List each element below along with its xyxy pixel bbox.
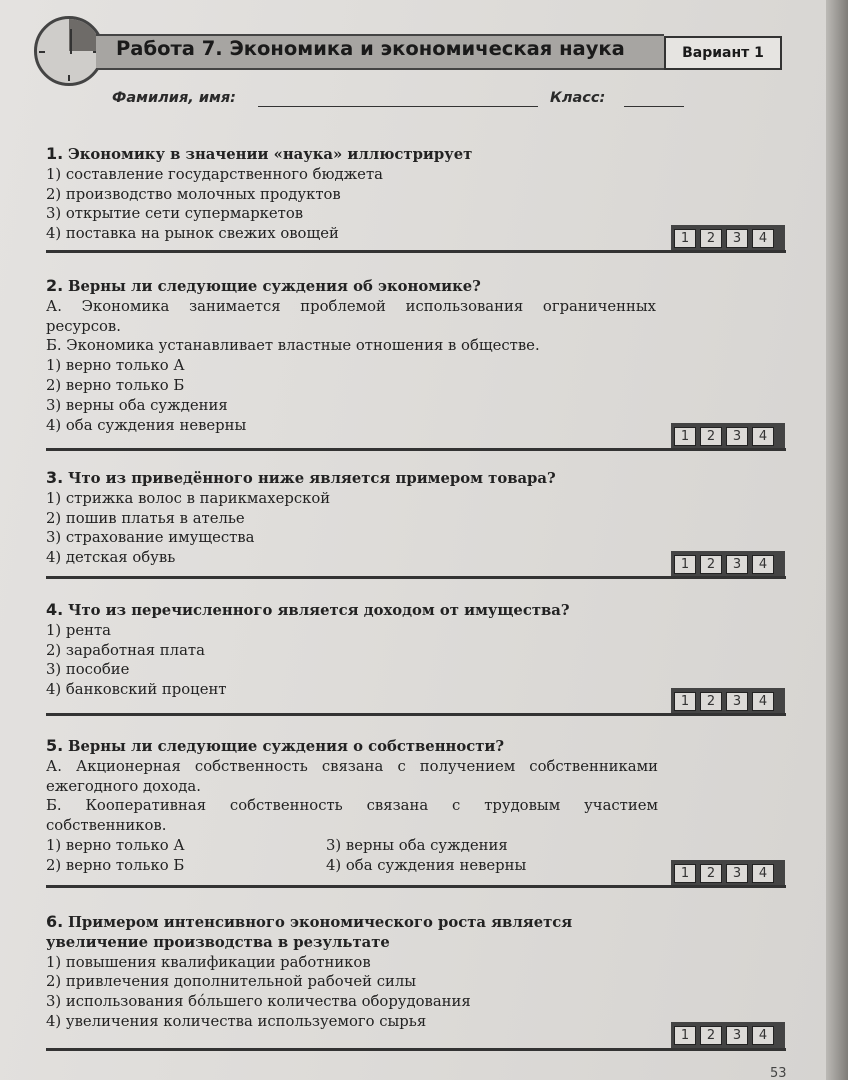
answer-box-2[interactable]: 2 <box>700 1026 722 1045</box>
page-title: Работа 7. Экономика и экономическая наука <box>116 37 625 60</box>
answer-boxes-1 <box>671 225 785 252</box>
answer-box-2[interactable]: 2 <box>700 555 722 574</box>
question-2 <box>46 276 786 435</box>
name-field[interactable] <box>258 106 538 107</box>
variant-badge: Вариант 1 <box>664 36 782 70</box>
question-stem: Примером интенсивного экономического роста является увеличение производства в результате <box>46 914 573 951</box>
answer-box-1[interactable]: 1 <box>674 1026 696 1045</box>
question-number: 3. <box>46 468 64 487</box>
divider <box>46 885 786 888</box>
option: 2) пошив платья в ателье <box>46 509 245 527</box>
option: 4) увеличения количества используемого сырья <box>46 1012 427 1030</box>
question-number: 5. <box>46 736 64 755</box>
answer-box-2[interactable]: 2 <box>700 427 722 446</box>
page-edge <box>826 0 848 1080</box>
page-number: 53 <box>770 1066 787 1080</box>
name-label: Фамилия, имя: <box>112 90 236 106</box>
answer-box-3[interactable]: 3 <box>726 692 748 711</box>
divider <box>46 1048 786 1051</box>
question-stem: Верны ли следующие суждения о собственности? <box>67 738 505 755</box>
judgment-b: Б. Кооперативная собственность связана с трудовым участием собственников. <box>46 797 658 835</box>
question-5 <box>46 736 786 876</box>
answer-boxes-3 <box>671 551 785 578</box>
option: 3) открытие сети супермаркетов <box>46 205 304 223</box>
answer-box-1[interactable]: 1 <box>674 692 696 711</box>
option: 1) верно только А <box>46 836 185 854</box>
answer-box-2[interactable]: 2 <box>700 692 722 711</box>
option: 2) производство молочных продуктов <box>46 185 341 203</box>
question-stem: Что из приведённого ниже является примером товара? <box>67 470 556 487</box>
answer-boxes-5 <box>671 860 785 887</box>
answer-box-1[interactable]: 1 <box>674 229 696 248</box>
answer-boxes-6 <box>671 1022 785 1049</box>
question-stem: Верны ли следующие суждения об экономике? <box>67 278 481 295</box>
option: 4) детская обувь <box>46 549 176 567</box>
answer-box-3[interactable]: 3 <box>726 864 748 883</box>
option: 1) верно только А <box>46 357 185 375</box>
answer-box-4[interactable]: 4 <box>752 864 774 883</box>
option: 2) привлечения дополнительной рабочей силы <box>46 973 417 991</box>
option: 3) использования бóльшего количества оборудования <box>46 993 471 1011</box>
answer-box-2[interactable]: 2 <box>700 864 722 883</box>
clock-icon <box>34 16 104 86</box>
divider <box>46 713 786 716</box>
answer-boxes-2 <box>671 423 785 450</box>
option: 3) верны оба суждения <box>46 396 228 414</box>
answer-box-1[interactable]: 1 <box>674 864 696 883</box>
class-label: Класс: <box>550 90 606 106</box>
answer-box-1[interactable]: 1 <box>674 427 696 446</box>
option: 1) стрижка волос в парикмахерской <box>46 489 331 507</box>
option: 4) банковский процент <box>46 681 227 699</box>
option: 4) поставка на рынок свежих овощей <box>46 225 339 243</box>
question-number: 4. <box>46 600 64 619</box>
judgment-b: Б. Экономика устанавливает властные отношения в обществе. <box>46 337 540 355</box>
question-number: 1. <box>46 144 64 163</box>
divider <box>46 448 786 451</box>
answer-boxes-4 <box>671 688 785 715</box>
judgment-a: А. Акционерная собственность связана с получением собственниками ежегодного дохода. <box>46 757 658 795</box>
answer-box-4[interactable]: 4 <box>752 229 774 248</box>
judgment-a: А. Экономика занимается проблемой использования ограниченных ресурсов. <box>46 297 656 335</box>
question-number: 2. <box>46 276 64 295</box>
answer-box-3[interactable]: 3 <box>726 427 748 446</box>
question-number: 6. <box>46 912 64 931</box>
answer-box-3[interactable]: 3 <box>726 555 748 574</box>
class-field[interactable] <box>624 106 684 107</box>
divider <box>46 250 786 253</box>
option: 1) составление государственного бюджета <box>46 165 383 183</box>
question-6 <box>46 912 786 1032</box>
option: 4) оба суждения неверны <box>46 416 247 434</box>
answer-box-2[interactable]: 2 <box>700 229 722 248</box>
answer-box-4[interactable]: 4 <box>752 555 774 574</box>
answer-box-4[interactable]: 4 <box>752 1026 774 1045</box>
answer-box-4[interactable]: 4 <box>752 692 774 711</box>
option: 1) рента <box>46 621 111 639</box>
question-stem: Экономику в значении «наука» иллюстрирует <box>67 146 473 163</box>
question-stem: Что из перечисленного является доходом от имущества? <box>67 602 570 619</box>
option: 2) верно только Б <box>46 376 185 394</box>
option: 2) заработная плата <box>46 641 205 659</box>
option: 3) верны оба суждения <box>326 836 508 854</box>
answer-box-4[interactable]: 4 <box>752 427 774 446</box>
option: 3) страхование имущества <box>46 529 255 547</box>
answer-box-1[interactable]: 1 <box>674 555 696 574</box>
option: 3) пособие <box>46 661 130 679</box>
answer-box-3[interactable]: 3 <box>726 229 748 248</box>
question-4 <box>46 600 786 700</box>
divider <box>46 576 786 579</box>
option: 2) верно только Б <box>46 856 185 874</box>
option: 4) оба суждения неверны <box>326 856 527 874</box>
option: 1) повышения квалификации работников <box>46 953 371 971</box>
answer-box-3[interactable]: 3 <box>726 1026 748 1045</box>
